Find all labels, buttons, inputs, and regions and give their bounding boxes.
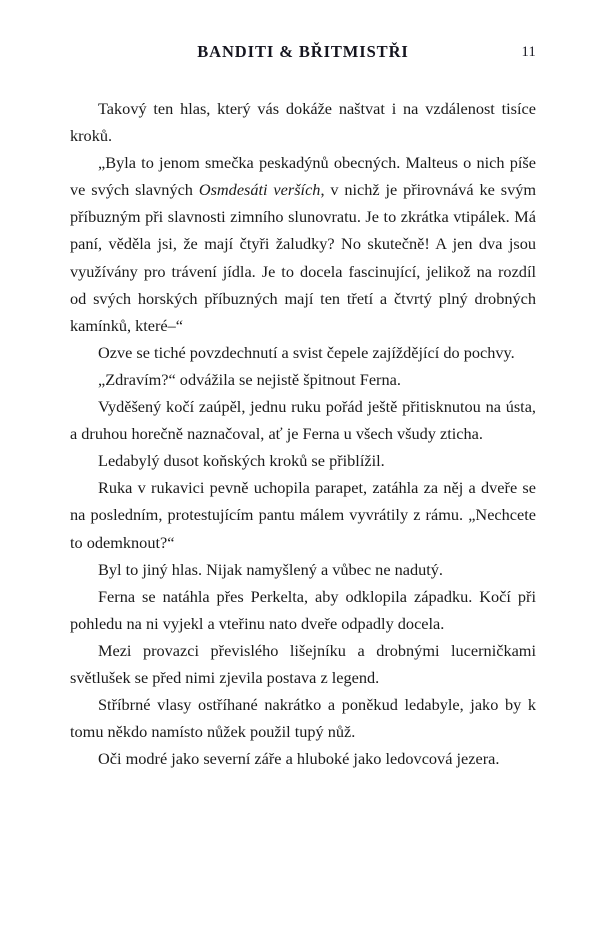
text-run: „Byla to jenom smečka peskadýnů obecných. Malteus o nich píše ve svých slavných bbox=[70, 153, 536, 200]
paragraph bbox=[70, 393, 536, 447]
paragraph bbox=[70, 637, 536, 691]
text-run: Oči modré jako severní záře a hluboké jako ledovcová jezera. bbox=[98, 749, 500, 769]
page-number: 11 bbox=[521, 44, 536, 60]
text-run: Ledabylý dusot koňských kroků se přiblížil. bbox=[98, 451, 385, 471]
body-text-block bbox=[70, 95, 536, 772]
text-run: Takový ten hlas, který vás dokáže naštvat i na vzdálenost tisíce kroků. bbox=[70, 99, 536, 146]
paragraph bbox=[70, 556, 536, 583]
text-run: , v nichž je přirovnává ke svým příbuzným při slavnosti zimního slunovratu. Je to zkrátka vtipálek. Má paní, věděla jsi, že mají čtyři žaludky? No skutečně! A jen dva jsou využívány pro trávení jídla. Je to docela fascinující, jelikož na rozdíl od svých horských příbuzných mají ten třetí a čtvrtý plný drobných kamínků, které–“ bbox=[70, 180, 537, 335]
text-run: Byl to jiný hlas. Nijak namyšlený a vůbec ne nadutý. bbox=[98, 559, 444, 579]
paragraph bbox=[70, 149, 536, 339]
paragraph bbox=[70, 95, 536, 149]
text-run: Ferna se natáhla přes Perkelta, aby odklopila západku. Kočí při pohledu na ni vyjekl a vteřinu nato dveře odpadly docela. bbox=[70, 586, 536, 633]
italic-title-run: Osmdesáti verších bbox=[198, 180, 321, 200]
text-run: Ruka v rukavici pevně uchopila parapet, zatáhla za něj a dveře se na posledním, protestujícím pantu málem vyvrátily z rámu. „Nechcete to odemknout?“ bbox=[70, 478, 536, 552]
text-run: Stříbrné vlasy ostříhané nakrátko a poněkud ledabyle, jako by k tomu někdo namísto nůžek použil tupý nůž. bbox=[70, 695, 536, 742]
text-run: Ozve se tiché povzdechnutí a svist čepele zajíždějící do pochvy. bbox=[98, 342, 515, 362]
text-run: „Zdravím?“ odvážila se nejistě špitnout Ferna. bbox=[98, 369, 401, 389]
paragraph bbox=[70, 447, 536, 474]
paragraph bbox=[70, 583, 536, 637]
running-head bbox=[70, 42, 536, 68]
paragraph bbox=[70, 366, 536, 393]
paragraph bbox=[70, 691, 536, 745]
paragraph bbox=[70, 339, 536, 366]
running-head-title: BANDITI & BŘITMISTŘI bbox=[197, 42, 409, 61]
paragraph bbox=[70, 745, 536, 772]
text-run: Mezi provazci převislého lišejníku a drobnými lucerničkami světlušek se před nimi zjevila postava z legend. bbox=[70, 640, 536, 687]
text-run: Vyděšený kočí zaúpěl, jednu ruku pořád ještě přitisknutou na ústa, a druhou horečně naznačoval, ať je Ferna u všech všudy zticha. bbox=[70, 397, 536, 444]
paragraph bbox=[70, 474, 536, 555]
